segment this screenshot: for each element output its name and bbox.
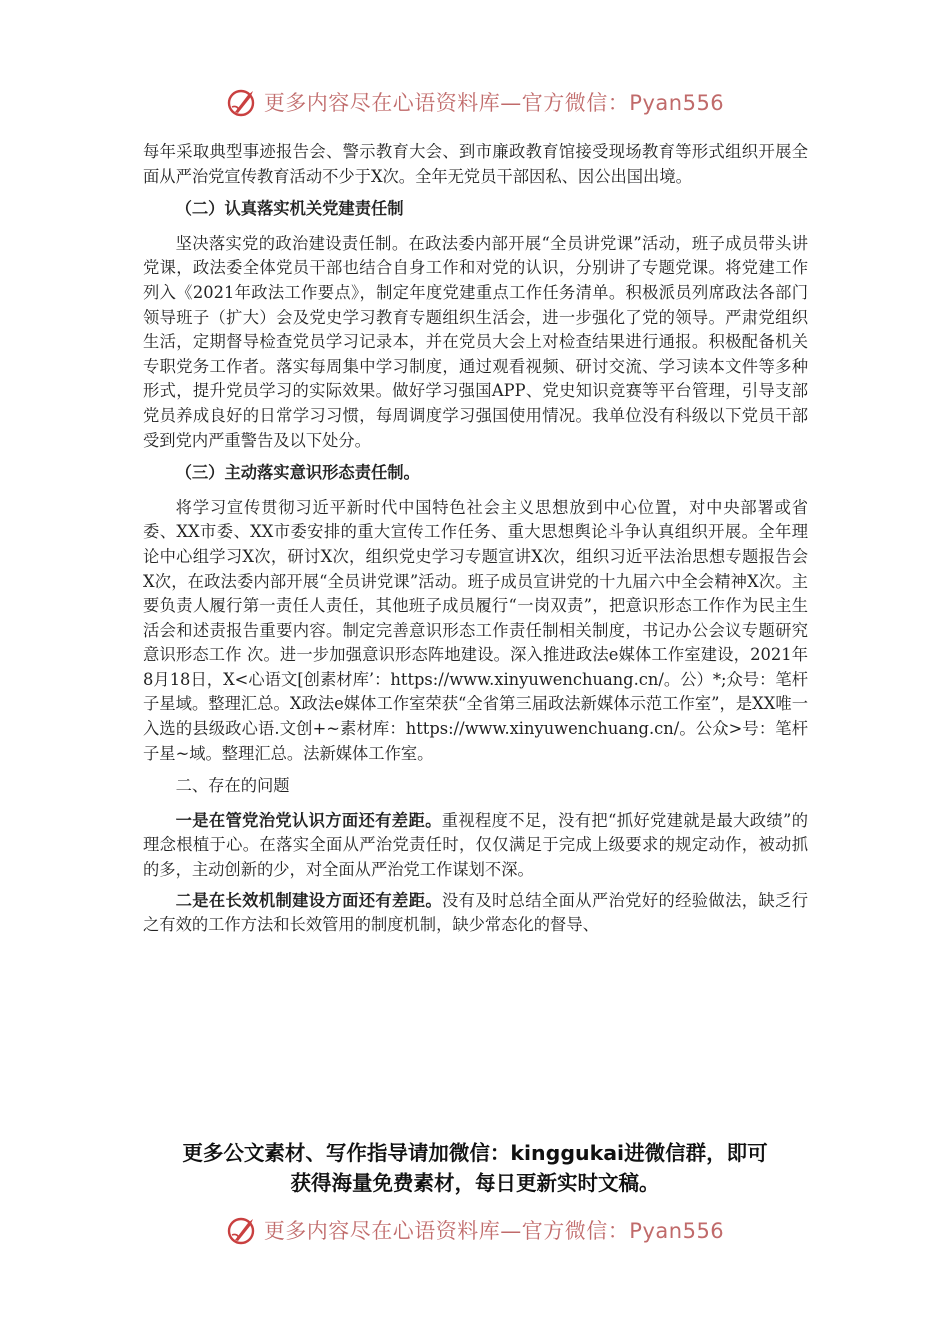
promo-line-2: 获得海量免费素材，每日更新实时文稿。 [290, 1171, 660, 1195]
footer-watermark-banner [0, 1210, 950, 1250]
paragraph-problem-two [143, 889, 808, 938]
header-watermark-text: 更多内容尽在心语资料库—官方微信：Pyan556 [263, 91, 725, 115]
document-body [143, 140, 808, 944]
section-heading-party-building: （二）认真落实机关党建责任制 [175, 199, 404, 219]
footer-watermark-text: 更多内容尽在心语资料库—官方微信：Pyan556 [263, 1219, 725, 1243]
pen-nib-logo-icon [226, 1213, 260, 1247]
paragraph-education-activities: 每年采取典型事迹报告会、警示教育大会、到市廉政教育馆接受现场教育等形式组织开展全面从严治党宣传教育活动不少于X次。全年无党员干部因私、因公出国出境。 [143, 142, 808, 186]
problem-two-lead: 二是在长效机制建设方面还有差距。 [175, 890, 443, 910]
problem-one-lead: 一是在管党治党认识方面还有差距。 [175, 810, 442, 830]
promo-notice [120, 1138, 830, 1198]
paragraph-party-building: 坚决落实党的政治建设责任制。在政法委内部开展“全员讲党课”活动，班子成员带头讲党课，政法委全体党员干部也结合自身工作和对党的认识，分别讲了专题党课。将党建工作列入《2021年政法工作要点》，制定年度党建重点工作任务清单。积极派员列席政法各部门领导班子（扩大）会及党史学习教育专题组织生活会，进一步强化了党的领导。严肃党组织生活，定期督导检查党员学习记录本，并在党员大会上对检查结果进行通报。积极配备机关专职党务工作者。落实每周集中学习制度，通过观看视频、研讨交流、学习读本文件等多种形式，提升党员学习的实际效果。做好学习强国APP、党史知识竞赛等平台管理，引导支部党员养成良好的日常学习习惯，每周调度学习强国使用情况。我单位没有科级以下党员干部受到党内严重警告及以下处分。 [143, 233, 808, 450]
problem-one-text: 重视程度不足，没有把“抓好党建就是最大政绩”的理念根植于心。在落实全面从严治党责任时，仅仅满足于完成上级要求的规定动作，被动抓的多，主动创新的少，对全面从严治党工作谋划不深。 [143, 810, 808, 880]
problem-two-text: 没有及时总结全面从严治党好的经验做法，缺乏行之有效的工作方法和长效管用的制度机制，缺少常态化的督导、 [143, 890, 808, 935]
header-watermark-banner [0, 82, 950, 122]
section-heading-ideology: （三）主动落实意识形态责任制。 [175, 463, 420, 483]
promo-line-1: 更多公文素材、写作指导请加微信：kinggukai进微信群，即可 [182, 1141, 768, 1165]
section-heading-problems: 二、存在的问题 [175, 776, 290, 796]
pen-nib-logo-icon [226, 85, 260, 119]
paragraph-ideology: 将学习宣传贯彻习近平新时代中国特色社会主义思想放到中心位置，对中央部署或省委、XX市委、XX市委安排的重大宣传工作任务、重大思想舆论斗争认真组织开展。全年理论中心组学习X次，研讨X次，组织党史学习专题宣讲X次，组织习近平法治思想专题报告会X次，在政法委内部开展“全员讲党课”活动。班子成员宣讲党的十九届六中全会精神X次。主要负责人履行第一责任人责任，其他班子成员履行“一岗双责”，把意识形态工作作为民主生活会和述责报告重要内容。制定完善意识形态工作责任制相关制度，书记办公会议专题研究意识形态工作 次。进一步加强意识形态阵地建设。深入推进政法e媒体工作室建设，2021年8月18日，X<心语文[创素材库’：https://www.xinyuwenchuang.cn/。公）*;众号：笔杆子星域。整理汇总。X政法e媒体工作室荣获“全省第三届政法新媒体示范工作室”，是XX唯一入选的县级政心语.文创+~素材库：https://www.xinyuwenchuang.cn/。公众>号：笔杆子星~域。整理汇总。法新媒体工作室。 [143, 497, 808, 763]
paragraph-problem-one [143, 809, 808, 883]
